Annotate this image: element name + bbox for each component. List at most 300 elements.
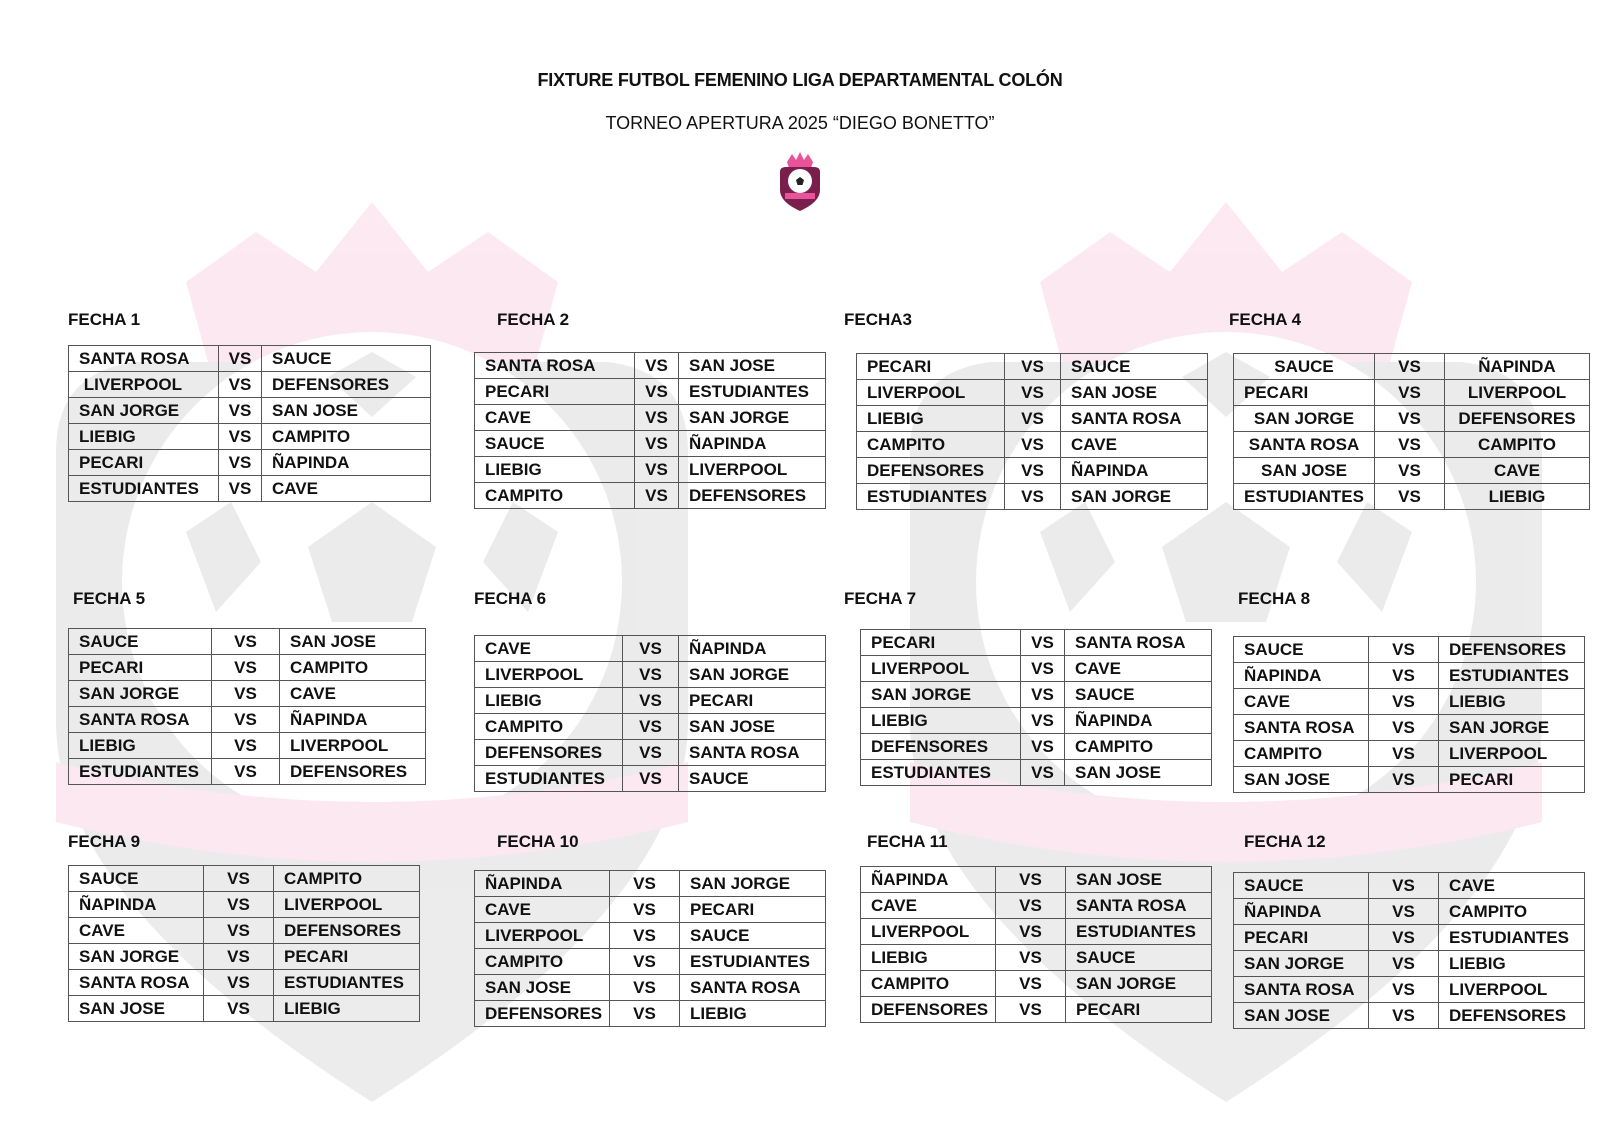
match-row xyxy=(1234,951,1585,977)
home-team: SAN JORGE xyxy=(69,944,204,970)
home-team: PECARI xyxy=(475,379,635,405)
home-team: CAMPITO xyxy=(475,949,610,975)
fecha-title: FECHA 5 xyxy=(73,589,146,608)
away-team: CAVE xyxy=(1061,432,1208,458)
fecha-title: FECHA 9 xyxy=(68,832,141,851)
match-row xyxy=(861,682,1212,708)
home-team: DEFENSORES xyxy=(861,734,1021,760)
home-team: LIEBIG xyxy=(69,424,219,450)
vs-label: VS xyxy=(1369,637,1439,663)
home-team: CAMPITO xyxy=(861,971,996,997)
vs-label: VS xyxy=(623,636,679,662)
match-row xyxy=(861,971,1212,997)
home-team: ÑAPINDA xyxy=(861,867,996,893)
match-row xyxy=(69,970,420,996)
away-team: ESTUDIANTES xyxy=(679,379,826,405)
vs-label: VS xyxy=(1021,656,1065,682)
vs-label: VS xyxy=(1375,432,1445,458)
away-team: SAN JORGE xyxy=(679,662,826,688)
away-team: SAUCE xyxy=(1061,354,1208,380)
away-team: SAN JOSE xyxy=(679,714,826,740)
away-team: ÑAPINDA xyxy=(1061,458,1208,484)
fecha-title: FECHA 2 xyxy=(497,310,570,329)
match-row xyxy=(69,918,420,944)
match-row xyxy=(1234,406,1590,432)
vs-label: VS xyxy=(1369,1003,1439,1029)
match-row xyxy=(69,450,431,476)
vs-label: VS xyxy=(1369,951,1439,977)
vs-label: VS xyxy=(219,398,262,424)
home-team: LIEBIG xyxy=(475,457,635,483)
vs-label: VS xyxy=(1021,734,1065,760)
away-team: LIEBIG xyxy=(1445,484,1590,510)
document-title: FIXTURE FUTBOL FEMENINO LIGA DEPARTAMENTAL COLÓN xyxy=(537,70,1063,90)
vs-label: VS xyxy=(212,759,280,785)
fecha-title: FECHA 8 xyxy=(1238,589,1311,608)
vs-label: VS xyxy=(219,450,262,476)
vs-label: VS xyxy=(623,714,679,740)
vs-label: VS xyxy=(635,379,679,405)
away-team: PECARI xyxy=(680,897,826,923)
vs-label: VS xyxy=(1021,708,1065,734)
away-team: PECARI xyxy=(679,688,826,714)
fecha-title: FECHA 1 xyxy=(68,310,141,329)
away-team: LIVERPOOL xyxy=(1439,741,1585,767)
vs-label: VS xyxy=(635,431,679,457)
vs-label: VS xyxy=(1369,741,1439,767)
away-team: SAUCE xyxy=(1065,682,1212,708)
home-team: SAUCE xyxy=(1234,637,1369,663)
home-team: CAMPITO xyxy=(857,432,1005,458)
match-row xyxy=(1234,873,1585,899)
away-team: LIVERPOOL xyxy=(1439,977,1585,1003)
away-team: ESTUDIANTES xyxy=(274,970,420,996)
away-team: ÑAPINDA xyxy=(679,431,826,457)
vs-label: VS xyxy=(1021,760,1065,786)
home-team: ÑAPINDA xyxy=(1234,899,1369,925)
match-row xyxy=(1234,925,1585,951)
match-row xyxy=(475,975,826,1001)
vs-label: VS xyxy=(610,1001,680,1027)
home-team: SAN JORGE xyxy=(1234,406,1375,432)
away-team: SANTA ROSA xyxy=(1065,630,1212,656)
vs-label: VS xyxy=(212,681,280,707)
match-row xyxy=(857,380,1208,406)
home-team: PECARI xyxy=(1234,925,1369,951)
home-team: LIEBIG xyxy=(861,945,996,971)
away-team: DEFENSORES xyxy=(1439,1003,1585,1029)
fixture-table-fecha-4 xyxy=(1233,353,1590,510)
away-team: DEFENSORES xyxy=(280,759,426,785)
home-team: ESTUDIANTES xyxy=(475,766,623,792)
fixture-table-fecha-6 xyxy=(474,635,826,792)
home-team: LIEBIG xyxy=(475,688,623,714)
away-team: SAUCE xyxy=(262,346,431,372)
fixture-table-fecha-3 xyxy=(856,353,1208,510)
match-row xyxy=(475,897,826,923)
match-row xyxy=(69,892,420,918)
vs-label: VS xyxy=(635,457,679,483)
vs-label: VS xyxy=(610,923,680,949)
match-row xyxy=(1234,1003,1585,1029)
home-team: ESTUDIANTES xyxy=(69,759,212,785)
match-row xyxy=(1234,663,1585,689)
vs-label: VS xyxy=(204,944,274,970)
home-team: DEFENSORES xyxy=(475,1001,610,1027)
match-row xyxy=(475,923,826,949)
match-row xyxy=(475,405,826,431)
home-team: SAN JOSE xyxy=(1234,767,1369,793)
vs-label: VS xyxy=(623,688,679,714)
match-row xyxy=(69,733,426,759)
away-team: SAN JORGE xyxy=(1439,715,1585,741)
match-row xyxy=(857,484,1208,510)
vs-label: VS xyxy=(610,949,680,975)
vs-label: VS xyxy=(1005,484,1061,510)
match-row xyxy=(857,354,1208,380)
vs-label: VS xyxy=(1005,432,1061,458)
home-team: SAN JORGE xyxy=(861,682,1021,708)
home-team: SAUCE xyxy=(69,629,212,655)
vs-label: VS xyxy=(219,346,262,372)
away-team: ESTUDIANTES xyxy=(1439,663,1585,689)
match-row xyxy=(475,379,826,405)
match-row xyxy=(69,346,431,372)
fixture-table-fecha-7 xyxy=(860,629,1212,786)
league-crest-icon xyxy=(775,152,825,212)
away-team: CAVE xyxy=(280,681,426,707)
vs-label: VS xyxy=(610,897,680,923)
fecha-title: FECHA 6 xyxy=(474,589,547,608)
home-team: ÑAPINDA xyxy=(1234,663,1369,689)
match-row xyxy=(861,708,1212,734)
match-row xyxy=(1234,899,1585,925)
away-team: ÑAPINDA xyxy=(280,707,426,733)
home-team: ESTUDIANTES xyxy=(69,476,219,502)
away-team: CAVE xyxy=(1439,873,1585,899)
fecha-title: FECHA 12 xyxy=(1244,832,1326,851)
match-row xyxy=(475,949,826,975)
away-team: DEFENSORES xyxy=(1439,637,1585,663)
home-team: SANTA ROSA xyxy=(1234,977,1369,1003)
away-team: CAMPITO xyxy=(262,424,431,450)
match-row xyxy=(69,707,426,733)
match-row xyxy=(1234,637,1585,663)
vs-label: VS xyxy=(212,707,280,733)
home-team: DEFENSORES xyxy=(857,458,1005,484)
vs-label: VS xyxy=(204,996,274,1022)
match-row xyxy=(475,766,826,792)
home-team: SANTA ROSA xyxy=(69,970,204,996)
vs-label: VS xyxy=(212,629,280,655)
away-team: CAVE xyxy=(1445,458,1590,484)
vs-label: VS xyxy=(1375,484,1445,510)
home-team: LIVERPOOL xyxy=(475,662,623,688)
home-team: SAUCE xyxy=(1234,354,1375,380)
away-team: PECARI xyxy=(274,944,420,970)
match-row xyxy=(475,1001,826,1027)
vs-label: VS xyxy=(623,740,679,766)
match-row xyxy=(861,945,1212,971)
away-team: CAMPITO xyxy=(1439,899,1585,925)
vs-label: VS xyxy=(996,867,1066,893)
home-team: LIEBIG xyxy=(69,733,212,759)
away-team: LIVERPOOL xyxy=(1445,380,1590,406)
vs-label: VS xyxy=(1369,873,1439,899)
vs-label: VS xyxy=(219,424,262,450)
home-team: SANTA ROSA xyxy=(69,707,212,733)
fixture-table-fecha-10 xyxy=(474,870,826,1027)
home-team: SAUCE xyxy=(69,866,204,892)
home-team: SAN JOSE xyxy=(69,996,204,1022)
match-row xyxy=(861,734,1212,760)
match-row xyxy=(475,353,826,379)
vs-label: VS xyxy=(1375,380,1445,406)
away-team: SANTA ROSA xyxy=(1061,406,1208,432)
match-row xyxy=(69,476,431,502)
away-team: SAN JORGE xyxy=(1061,484,1208,510)
match-row xyxy=(1234,484,1590,510)
home-team: ESTUDIANTES xyxy=(857,484,1005,510)
home-team: PECARI xyxy=(857,354,1005,380)
away-team: SAN JOSE xyxy=(1066,867,1212,893)
away-team: CAMPITO xyxy=(274,866,420,892)
fixture-table-fecha-8 xyxy=(1233,636,1585,793)
away-team: PECARI xyxy=(1066,997,1212,1023)
vs-label: VS xyxy=(610,975,680,1001)
home-team: CAVE xyxy=(475,897,610,923)
fecha-title: FECHA3 xyxy=(844,310,913,329)
vs-label: VS xyxy=(610,871,680,897)
fixture-table-fecha-12 xyxy=(1233,872,1585,1029)
away-team: SAN JOSE xyxy=(280,629,426,655)
vs-label: VS xyxy=(1005,380,1061,406)
away-team: SAUCE xyxy=(679,766,826,792)
fecha-title: FECHA 7 xyxy=(844,589,917,608)
home-team: PECARI xyxy=(1234,380,1375,406)
home-team: CAMPITO xyxy=(1234,741,1369,767)
away-team: LIEBIG xyxy=(1439,689,1585,715)
match-row xyxy=(475,740,826,766)
match-row xyxy=(1234,354,1590,380)
away-team: LIEBIG xyxy=(274,996,420,1022)
match-row xyxy=(69,629,426,655)
home-team: CAVE xyxy=(861,893,996,919)
away-team: SAN JORGE xyxy=(679,405,826,431)
vs-label: VS xyxy=(635,483,679,509)
match-row xyxy=(475,457,826,483)
home-team: SANTA ROSA xyxy=(1234,432,1375,458)
vs-label: VS xyxy=(635,353,679,379)
match-row xyxy=(1234,767,1585,793)
vs-label: VS xyxy=(1375,354,1445,380)
home-team: LIVERPOOL xyxy=(861,656,1021,682)
vs-label: VS xyxy=(635,405,679,431)
vs-label: VS xyxy=(204,970,274,996)
match-row xyxy=(861,867,1212,893)
vs-label: VS xyxy=(1021,682,1065,708)
vs-label: VS xyxy=(204,918,274,944)
away-team: SANTA ROSA xyxy=(1066,893,1212,919)
away-team: CAMPITO xyxy=(1065,734,1212,760)
home-team: ÑAPINDA xyxy=(69,892,204,918)
home-team: SANTA ROSA xyxy=(69,346,219,372)
home-team: SAUCE xyxy=(1234,873,1369,899)
match-row xyxy=(861,893,1212,919)
home-team: LIVERPOOL xyxy=(861,919,996,945)
home-team: CAMPITO xyxy=(475,483,635,509)
match-row xyxy=(1234,715,1585,741)
match-row xyxy=(1234,741,1585,767)
away-team: ÑAPINDA xyxy=(1445,354,1590,380)
away-team: SAN JOSE xyxy=(679,353,826,379)
home-team: SAN JORGE xyxy=(69,398,219,424)
vs-label: VS xyxy=(212,733,280,759)
home-team: CAVE xyxy=(475,636,623,662)
vs-label: VS xyxy=(204,866,274,892)
away-team: LIVERPOOL xyxy=(280,733,426,759)
vs-label: VS xyxy=(1369,925,1439,951)
home-team: SAN JOSE xyxy=(1234,458,1375,484)
match-row xyxy=(69,681,426,707)
vs-label: VS xyxy=(1005,354,1061,380)
fixture-table-fecha-9 xyxy=(68,865,420,1022)
home-team: LIEBIG xyxy=(861,708,1021,734)
away-team: SAN JORGE xyxy=(680,871,826,897)
match-row xyxy=(861,997,1212,1023)
match-row xyxy=(1234,380,1590,406)
match-row xyxy=(69,866,420,892)
home-team: SANTA ROSA xyxy=(475,353,635,379)
home-team: CAVE xyxy=(475,405,635,431)
vs-label: VS xyxy=(996,997,1066,1023)
away-team: LIEBIG xyxy=(680,1001,826,1027)
away-team: PECARI xyxy=(1439,767,1585,793)
vs-label: VS xyxy=(623,662,679,688)
home-team: LIVERPOOL xyxy=(69,372,219,398)
vs-label: VS xyxy=(1369,689,1439,715)
away-team: CAVE xyxy=(262,476,431,502)
match-row xyxy=(475,431,826,457)
home-team: ESTUDIANTES xyxy=(861,760,1021,786)
fixture-table-fecha-1 xyxy=(68,345,431,502)
home-team: PECARI xyxy=(69,450,219,476)
home-team: LIVERPOOL xyxy=(857,380,1005,406)
match-row xyxy=(857,406,1208,432)
away-team: ÑAPINDA xyxy=(1065,708,1212,734)
away-team: SAN JOSE xyxy=(1065,760,1212,786)
away-team: ESTUDIANTES xyxy=(680,949,826,975)
away-team: ÑAPINDA xyxy=(262,450,431,476)
away-team: SAN JOSE xyxy=(1061,380,1208,406)
match-row xyxy=(861,656,1212,682)
match-row xyxy=(69,372,431,398)
match-row xyxy=(857,432,1208,458)
home-team: ÑAPINDA xyxy=(475,871,610,897)
home-team: DEFENSORES xyxy=(475,740,623,766)
vs-label: VS xyxy=(219,372,262,398)
match-row xyxy=(69,398,431,424)
fecha-title: FECHA 10 xyxy=(497,832,579,851)
vs-label: VS xyxy=(623,766,679,792)
away-team: LIVERPOOL xyxy=(274,892,420,918)
away-team: SAUCE xyxy=(680,923,826,949)
match-row xyxy=(861,919,1212,945)
match-row xyxy=(475,688,826,714)
document-subtitle: TORNEO APERTURA 2025 “DIEGO BONETTO” xyxy=(605,113,995,133)
home-team: SAN JOSE xyxy=(475,975,610,1001)
match-row xyxy=(1234,458,1590,484)
away-team: ESTUDIANTES xyxy=(1439,925,1585,951)
vs-label: VS xyxy=(996,893,1066,919)
fixture-table-fecha-2 xyxy=(474,352,826,509)
home-team: CAMPITO xyxy=(475,714,623,740)
vs-label: VS xyxy=(1369,715,1439,741)
away-team: SAN JOSE xyxy=(262,398,431,424)
match-row xyxy=(861,760,1212,786)
match-row xyxy=(69,759,426,785)
match-row xyxy=(1234,689,1585,715)
match-row xyxy=(1234,977,1585,1003)
away-team: ÑAPINDA xyxy=(679,636,826,662)
match-row xyxy=(69,655,426,681)
away-team: SAUCE xyxy=(1066,945,1212,971)
fixture-table-fecha-5 xyxy=(68,628,426,785)
home-team: LIEBIG xyxy=(857,406,1005,432)
away-team: DEFENSORES xyxy=(274,918,420,944)
vs-label: VS xyxy=(996,971,1066,997)
home-team: SAN JORGE xyxy=(1234,951,1369,977)
match-row xyxy=(861,630,1212,656)
match-row xyxy=(69,424,431,450)
home-team: SAN JORGE xyxy=(69,681,212,707)
vs-label: VS xyxy=(204,892,274,918)
home-team: PECARI xyxy=(69,655,212,681)
vs-label: VS xyxy=(1021,630,1065,656)
match-row xyxy=(69,944,420,970)
away-team: LIVERPOOL xyxy=(679,457,826,483)
match-row xyxy=(475,662,826,688)
vs-label: VS xyxy=(1369,663,1439,689)
fecha-title: FECHA 4 xyxy=(1229,310,1302,329)
away-team: CAMPITO xyxy=(1445,432,1590,458)
away-team: LIEBIG xyxy=(1439,951,1585,977)
vs-label: VS xyxy=(996,919,1066,945)
fecha-title: FECHA 11 xyxy=(867,832,948,851)
away-team: ESTUDIANTES xyxy=(1066,919,1212,945)
away-team: SANTA ROSA xyxy=(680,975,826,1001)
vs-label: VS xyxy=(1375,458,1445,484)
away-team: CAVE xyxy=(1065,656,1212,682)
vs-label: VS xyxy=(219,476,262,502)
vs-label: VS xyxy=(1375,406,1445,432)
away-team: SAN JORGE xyxy=(1066,971,1212,997)
home-team: SAUCE xyxy=(475,431,635,457)
home-team: LIVERPOOL xyxy=(475,923,610,949)
match-row xyxy=(857,458,1208,484)
match-row xyxy=(1234,432,1590,458)
vs-label: VS xyxy=(1369,977,1439,1003)
home-team: CAVE xyxy=(69,918,204,944)
away-team: DEFENSORES xyxy=(262,372,431,398)
vs-label: VS xyxy=(996,945,1066,971)
away-team: CAMPITO xyxy=(280,655,426,681)
home-team: ESTUDIANTES xyxy=(1234,484,1375,510)
match-row xyxy=(475,483,826,509)
vs-label: VS xyxy=(1369,767,1439,793)
fixture-table-fecha-11 xyxy=(860,866,1212,1023)
home-team: PECARI xyxy=(861,630,1021,656)
